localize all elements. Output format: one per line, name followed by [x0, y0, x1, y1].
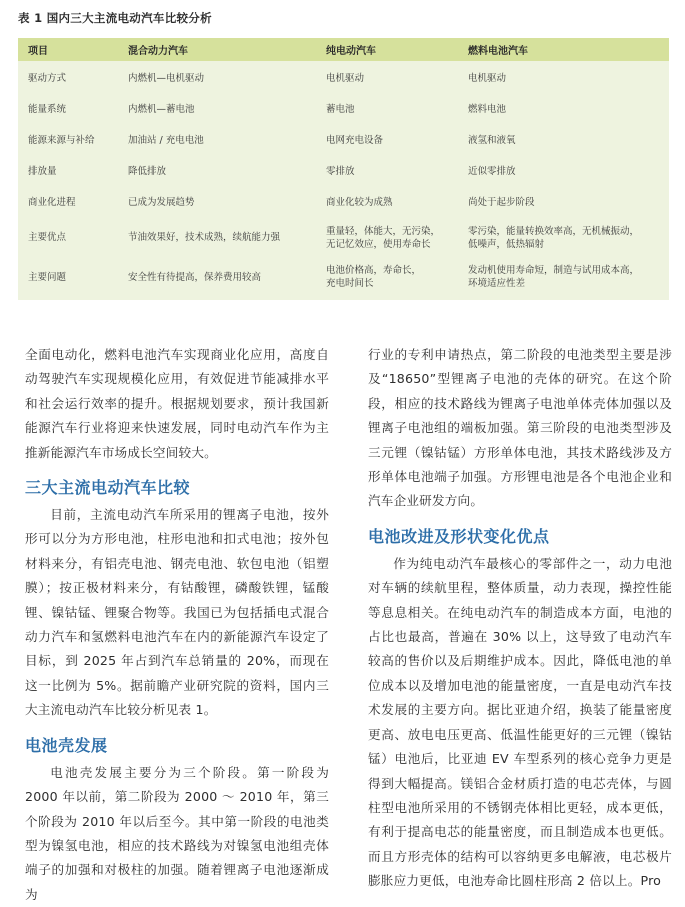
- header-item: 项目: [18, 38, 118, 61]
- table-cell: 排放量: [28, 166, 57, 177]
- table-cell: 液氢和液氧: [468, 135, 516, 146]
- table-cell: 主要优点: [28, 232, 67, 243]
- paragraph: 目前，主流电动汽车所采用的锂离子电池，按外形可以分为方形电池，柱形电池和扣式电池；按外包材料来分，有铝壳电池、钢壳电池、软包电池（铝塑膜）；按正极材料来分，有钴酸锂，磷酸铁锂，锰酸锂、镍钴锰、锂聚合物等。我国已为包括插电式混合动力汽车和氢燃料电池汽车在内的新能源汽车设定了目标，到 2025 年占到汽车总销量的 20%，而现在这一比例为 5%。据前瞻产业研究院的资料，国内三大主流电动汽车比较分析见表 1。: [25, 507, 329, 718]
- table-cell: 电池价格高，寿命长， 充电时间长: [326, 265, 422, 289]
- table-cell: 近似零排放: [468, 166, 516, 177]
- table-row: [18, 257, 669, 297]
- paragraph: 全面电动化，燃料电池汽车实现商业化应用，高度自动驾驶汽车实现规模化应用，有效促进节能减排水平和社会运行效率的提升。根据规划要求，预计我国新能源汽车行业将迎来快速发展，同时电动汽车作为主推新能源汽车市场成长空间较大。: [25, 347, 329, 460]
- table-cell: 已成为发展趋势: [128, 197, 195, 208]
- left-column: [25, 343, 329, 907]
- table-cell: 能源来源与补给: [28, 135, 95, 146]
- paragraph: 行业的专利申请热点，第二阶段的电池类型主要是涉及“18650”型锂离子电池的壳体的研究。在这个阶段，相应的技术路线为锂离子电池单体壳体加强以及锂离子电池组的端板加强。第三阶段的电池类型涉及三元锂（镍钴锰）方形单体电池，其技术路线涉及方形单体电池端子加强。方形锂电池是各个电池企业和汽车企业研发方向。: [368, 347, 672, 509]
- table-cell: 主要问题: [28, 271, 67, 283]
- table-cell: 节油效果好，技术成熟，续航能力强: [128, 232, 281, 243]
- table-row: [18, 61, 669, 94]
- table-cell: 安全性有待提高，保养费用较高: [128, 271, 262, 283]
- table-cell: 能量系统: [28, 104, 67, 115]
- table-cell: 零排放: [326, 166, 355, 177]
- table-cell: 商业化较为成熟: [326, 197, 393, 208]
- table-row: [18, 218, 669, 257]
- paragraph: 作为纯电动汽车最核心的零部件之一，动力电池对车辆的续航里程，整体质量，动力表现，操控性能等息息相关。在纯电动汽车的制造成本方面，电池的占比也最高，普遍在 30% 以上，这导致了电动汽车较高的售价以及后期维护成本。因此，降低电池的单位成本以及增加电池的能量密度，一直是电动汽车技术发展的主要方向。据比亚迪介绍，换装了能量密度更高、放电电压更高、低温性能更好的三元锂（镍钴锰）电池后，比亚迪 EV 车型系列的核心竞争力更是得到大幅提高。镁铝合金材质打造的电芯壳体，与圆柱型电池所采用的不锈钢壳体相比更轻，成本更低，有利于提高电芯的能量密度，而且制造成本也更低。而且方形壳体的结构可以容纳更多电解液，电芯极片膨胀应力更低，电池寿命比圆柱形高 2 倍以上。Pro: [368, 555, 672, 889]
- table-cell: 重量轻，体能大，无污染， 无记忆效应，使用寿命长: [326, 225, 441, 250]
- table-cell: 降低排放: [128, 166, 167, 177]
- table-caption: 表 1 国内三大主流电动汽车比较分析: [18, 11, 212, 25]
- header-electric: 纯电动汽车: [316, 38, 458, 61]
- table-header-row: [18, 38, 669, 61]
- table-row: [18, 187, 669, 218]
- section-heading: 三大主流电动汽车比较: [25, 478, 191, 498]
- right-column: [368, 343, 672, 894]
- comparison-table-wrapper: [18, 38, 669, 300]
- table-cell: 发动机使用寿命短，制造与试用成本高， 环境适应性差: [468, 265, 640, 289]
- header-fuel-cell: 燃料电池汽车: [458, 38, 669, 61]
- table-cell: 蓄电池: [326, 104, 355, 115]
- table-cell: 加油站 / 充电电池: [128, 135, 204, 146]
- table-row: [18, 156, 669, 187]
- table-cell: 商业化进程: [28, 197, 76, 208]
- table-cell: 电机驱动: [468, 73, 507, 84]
- paragraph: 电池壳发展主要分为三个阶段。第一阶段为 2000 年以前，第二阶段为 2000 ～ 2010 年，第三个阶段为 2010 年以后至今。其中第一阶段的电池类型为镍氢电池，相应的技术路线为对镍氢电池组壳体端子的加强和对极柱的加强。随着锂离子电池逐渐成为: [25, 764, 329, 902]
- table-row: [18, 94, 669, 125]
- section-heading: 电池改进及形状变化优点: [368, 526, 550, 546]
- table-cell: 电网充电设备: [326, 135, 384, 146]
- table-cell: 电机驱动: [326, 73, 365, 84]
- table-row: [18, 125, 669, 156]
- table-cell: 驱动方式: [28, 73, 67, 84]
- table-cell: 内燃机—电机驱动: [128, 73, 205, 84]
- section-heading: 电池壳发展: [25, 735, 108, 755]
- table-cell: 燃料电池: [468, 104, 507, 115]
- header-hybrid: 混合动力汽车: [118, 38, 316, 61]
- comparison-table: [18, 38, 669, 297]
- table-cell: 尚处于起步阶段: [468, 197, 535, 208]
- table-cell: 内燃机—蓄电池: [128, 104, 195, 115]
- table-cell: 零污染，能量转换效率高，无机械振动， 低噪声，低热辐射: [468, 225, 640, 250]
